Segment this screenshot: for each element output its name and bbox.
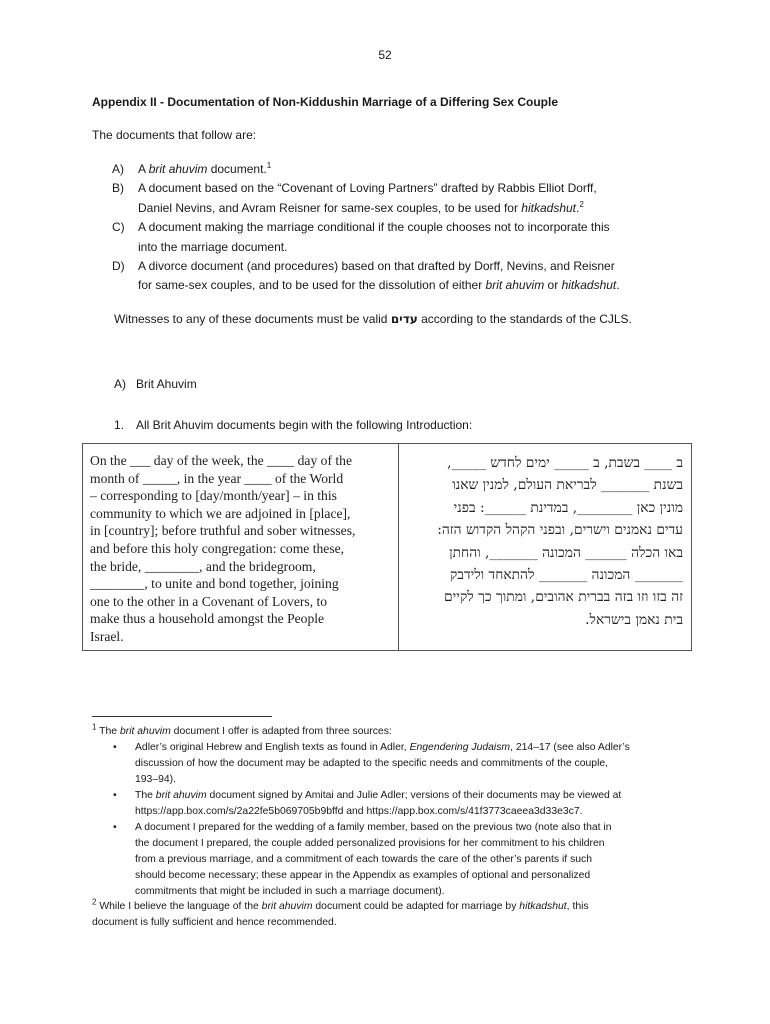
list-label: D): [112, 259, 125, 274]
bullet-icon: •: [113, 822, 117, 833]
hebrew-word-edim: עדים: [390, 312, 418, 326]
footnote-number: 2: [92, 897, 97, 907]
footnote-ref[interactable]: 1: [266, 161, 272, 170]
footnote-2: $^2$ While I believe the language of the brit ahuvim document could be adapted for marriage by hitkadshut, this document is fully sufficient and hence recommended.: [92, 897, 589, 928]
list-item: • A document I prepared for the wedding of a family member, based on the previous two (note also that in the document I prepared, the couple added personalized provisions for her commitment to his children from a previous marriage, and a commitment of each towards the care of the other’s parents if such should become necessary; these appear in the Appendix as examples of optional and personalized commitments that might be included in such a marriage document).: [113, 820, 682, 900]
list-label: C): [112, 220, 125, 235]
footnote-divider: [92, 716, 272, 717]
intro-text: The documents that follow are:: [92, 128, 257, 142]
bullet-icon: •: [113, 742, 117, 753]
section-heading: A) Brit Ahuvim: [114, 377, 197, 391]
hebrew-column: ב ____ בשבת, ב _____ ימים לחדש _____, בשנת _______ לבריאת העולם, למנין שאנו מונין כאן ________, במדינת ______: בפני עדים נאמנים וישרים, ובפני הקהל הקדוש הזה: באו הכלה ______ המכונה _______, והחתן _______ המכונה _______ להתאחד ולידבק זה בזו וזו בזה בברית אהובים, ומתוך כך לקיים בית נאמן בישראל.: [399, 444, 692, 651]
list-item: • Adler’s original Hebrew and English texts as found in Adler, Engendering Judaism, 214–17 (see also Adler’s discussion of how the document may be adapted to the specific needs and commitments of the couple, 193–94).: [113, 740, 682, 788]
footnote-number: 1: [92, 722, 97, 732]
page-number: 52: [378, 48, 392, 62]
list-item: A) A brit ahuvim document.$^1$: [110, 160, 680, 179]
list-item: C) A document making the marriage conditional if the couple chooses not to incorporate this into the marriage document.: [110, 218, 680, 257]
list-label: A): [112, 162, 124, 176]
footnote-1: $^1$ The brit ahuvim document I offer is adapted from three sources: • Adler’s original Hebrew and English texts as found in Adler, Engendering Judaism, 214–17 (see also Adler’s discussion of how the document may be adapted to the specific needs and commitments of the couple, 193–94). • The brit ahuvim document signed by Amitai and Julie Adler; versions of their documents may be viewed at https://app.box.com/s/2a22fe5b069705b9bffd and https://app.box.com/s/41f3773caeea3d33e3c7. • A document I prepared for the wedding of a family member, based on the previous two (note also that in the document I prepared, the couple added personalized provisions for her commitment to his children from a previous marriage, and a commitment of each towards the care of the other’s parents if such should become necessary; these appear in the Appendix as examples of optional and personalized commitments that might be included in such a marriage document).: [92, 724, 682, 900]
document-list: [110, 160, 680, 296]
list-item: B) A document based on the “Covenant of Loving Partners” drafted by Rabbis Elliot Dorff, Daniel Nevins, and Avram Reisner for same-sex couples, to be used for hitkadshut.$^2$: [110, 179, 680, 218]
list-item: • The brit ahuvim document signed by Amitai and Julie Adler; versions of their documents may be viewed at https://app.box.com/s/2a22fe5b069705b9bffd and https://app.box.com/s/41f3773caeea3d33e3c7.: [113, 788, 682, 820]
list-item: D) A divorce document (and procedures) based on that drafted by Dorff, Nevins, and Reisner for same-sex couples, and to be used for the dissolution of either brit ahuvim or hitkadshut.: [110, 257, 680, 296]
appendix-title: Appendix II - Documentation of Non-Kiddushin Marriage of a Differing Sex Couple: [92, 95, 559, 109]
introduction-table: [82, 443, 692, 651]
numbered-item: 1. All Brit Ahuvim documents begin with the following Introduction:: [114, 418, 473, 432]
list-label: B): [112, 181, 124, 196]
link-text[interactable]: https://app.box.com/s/2a22fe5b069705b9bffd and https://app.box.com/s/41f3773caeea3d33e3c7.: [135, 806, 583, 817]
footnote-ref[interactable]: 2: [579, 199, 584, 209]
table-row: [83, 444, 692, 651]
bullet-icon: •: [113, 790, 117, 801]
witnesses-note: Witnesses to any of these documents must be valid עדים according to the standards of the CJLS.: [114, 312, 632, 326]
english-column: On the ___ day of the week, the ____ day of the month of _____, in the year ____ of the World – corresponding to [day/month/year] – in this community to which we are adjoined in [place], in [country]; before truthful and sober witnesses, and before this holy congregation: come these, the bride, ________, and the bridegroom, ________, to unite and bond together, joining one to the other in a Covenant of Lovers, to make thus a household amongst the People Israel.: [83, 444, 399, 651]
